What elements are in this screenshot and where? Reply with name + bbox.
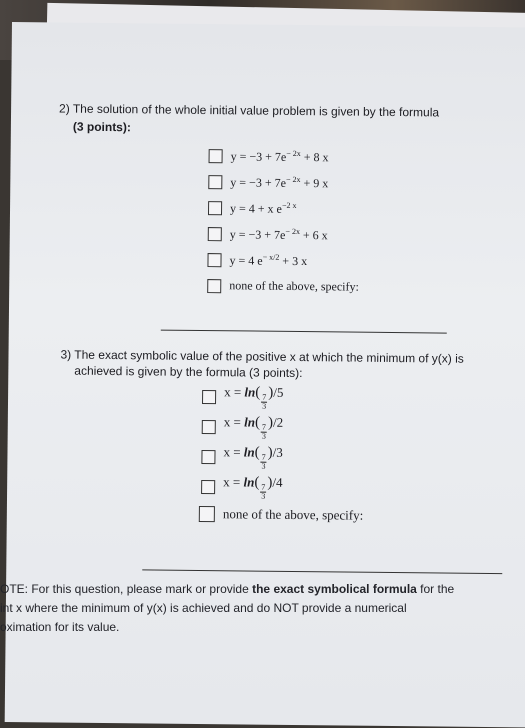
q2-specify-line <box>161 330 447 334</box>
fraction <box>261 454 267 471</box>
formula-suffix: /4 <box>272 475 282 490</box>
q2-option-none[interactable] <box>207 278 359 295</box>
formula-suffix: /5 <box>273 385 283 400</box>
question-3-number: 3) <box>60 348 71 362</box>
q3-option-none-label: none of the above, specify: <box>223 506 364 523</box>
formula-tail: + 6 x <box>300 228 328 242</box>
formula-exponent: −2 x <box>282 201 297 210</box>
fraction-numerator: 7 <box>261 454 267 463</box>
checkbox[interactable] <box>202 390 216 404</box>
checkbox[interactable] <box>207 253 221 267</box>
q3-option-formula <box>224 384 284 411</box>
fraction <box>260 484 266 501</box>
q2-option-formula <box>230 226 328 243</box>
note-line-3: oximation for its value. <box>0 618 525 637</box>
checkbox[interactable] <box>202 420 216 434</box>
close-paren: ) <box>268 385 273 401</box>
formula-suffix: /3 <box>273 445 283 460</box>
formula-function: ln <box>244 384 255 399</box>
q2-option-formula <box>229 252 307 269</box>
close-paren: ) <box>267 475 272 491</box>
fraction-denominator: 3 <box>261 493 265 501</box>
fraction-numerator: 7 <box>261 394 267 403</box>
fraction-denominator: 3 <box>262 433 266 441</box>
note-line-1-a: OTE: For this question, please mark or provide <box>0 582 252 596</box>
checkbox[interactable] <box>208 175 222 189</box>
note-paragraph <box>0 580 525 637</box>
question-3-text-line1: The exact symbolic value of the positive x at which the minimum of y(x) is <box>74 348 464 366</box>
formula-suffix: /2 <box>273 415 283 430</box>
formula-prefix: x = <box>223 474 243 489</box>
formula-exponent: − 2x <box>286 175 301 184</box>
q3-option-formula <box>224 414 284 441</box>
question-2-text: The solution of the whole initial value problem is given by the formula <box>73 102 439 120</box>
checkbox[interactable] <box>199 506 215 522</box>
q2-option-none-label: none of the above, specify: <box>229 278 359 294</box>
fraction-numerator: 7 <box>260 484 266 493</box>
formula-exponent: − 2x <box>286 149 301 158</box>
formula-base: y = −3 + 7e <box>230 227 286 242</box>
q2-option-formula <box>230 174 328 191</box>
formula-function: ln <box>244 414 255 429</box>
note-line-1-c: for the <box>417 582 454 596</box>
open-paren: ( <box>255 385 260 401</box>
open-paren: ( <box>254 475 259 491</box>
close-paren: ) <box>268 445 273 461</box>
formula-prefix: x = <box>224 384 244 399</box>
q2-option-4[interactable] <box>208 226 328 243</box>
formula-function: ln <box>244 444 255 459</box>
checkbox[interactable] <box>207 279 221 293</box>
formula-base: y = 4 + x e <box>230 201 282 216</box>
q3-option-formula <box>223 474 283 501</box>
q3-option-4[interactable] <box>201 474 283 501</box>
q2-option-formula <box>231 148 329 165</box>
q2-option-2[interactable] <box>208 174 328 191</box>
q2-option-formula <box>230 200 297 217</box>
q3-option-formula <box>223 444 283 471</box>
q2-option-1[interactable] <box>209 148 329 165</box>
formula-exponent: − 2x <box>285 227 300 236</box>
q3-option-3[interactable] <box>201 444 283 471</box>
q2-option-5[interactable] <box>207 252 307 269</box>
formula-tail: + 3 x <box>279 254 307 268</box>
q3-option-none[interactable] <box>199 506 364 524</box>
formula-tail: + 8 x <box>301 150 329 164</box>
fraction <box>261 394 267 411</box>
formula-tail: + 9 x <box>300 176 328 190</box>
checkbox[interactable] <box>208 227 222 241</box>
fraction-denominator: 3 <box>262 403 266 411</box>
formula-base: y = −3 + 7e <box>230 175 286 190</box>
formula-prefix: x = <box>224 414 244 429</box>
checkbox[interactable] <box>201 480 215 494</box>
formula-exponent: − x/2 <box>263 253 280 262</box>
q2-option-3[interactable] <box>208 200 297 217</box>
q3-specify-line <box>142 569 502 574</box>
note-line-2: int x where the minimum of y(x) is achieved and do NOT provide a numerical <box>0 599 525 618</box>
close-paren: ) <box>268 415 273 431</box>
note-emphasis: the exact symbolical formula <box>252 582 417 596</box>
formula-base: y = 4 e <box>229 253 262 267</box>
formula-function: ln <box>243 474 254 489</box>
checkbox[interactable] <box>201 450 215 464</box>
formula-prefix: x = <box>223 444 243 459</box>
question-2-points: (3 points): <box>73 119 131 136</box>
fraction <box>261 424 267 441</box>
checkbox[interactable] <box>209 149 223 163</box>
q3-option-1[interactable] <box>202 384 284 411</box>
open-paren: ( <box>255 445 260 461</box>
fraction-numerator: 7 <box>261 424 267 433</box>
formula-base: y = −3 + 7e <box>231 149 287 164</box>
fraction-denominator: 3 <box>262 463 266 471</box>
checkbox[interactable] <box>208 201 222 215</box>
question-2-number: 2) <box>59 101 70 115</box>
note-line-1 <box>0 580 525 599</box>
question-3-text-line2: achieved is given by the formula (3 points): <box>74 363 302 381</box>
open-paren: ( <box>255 415 260 431</box>
q3-option-2[interactable] <box>202 414 284 441</box>
